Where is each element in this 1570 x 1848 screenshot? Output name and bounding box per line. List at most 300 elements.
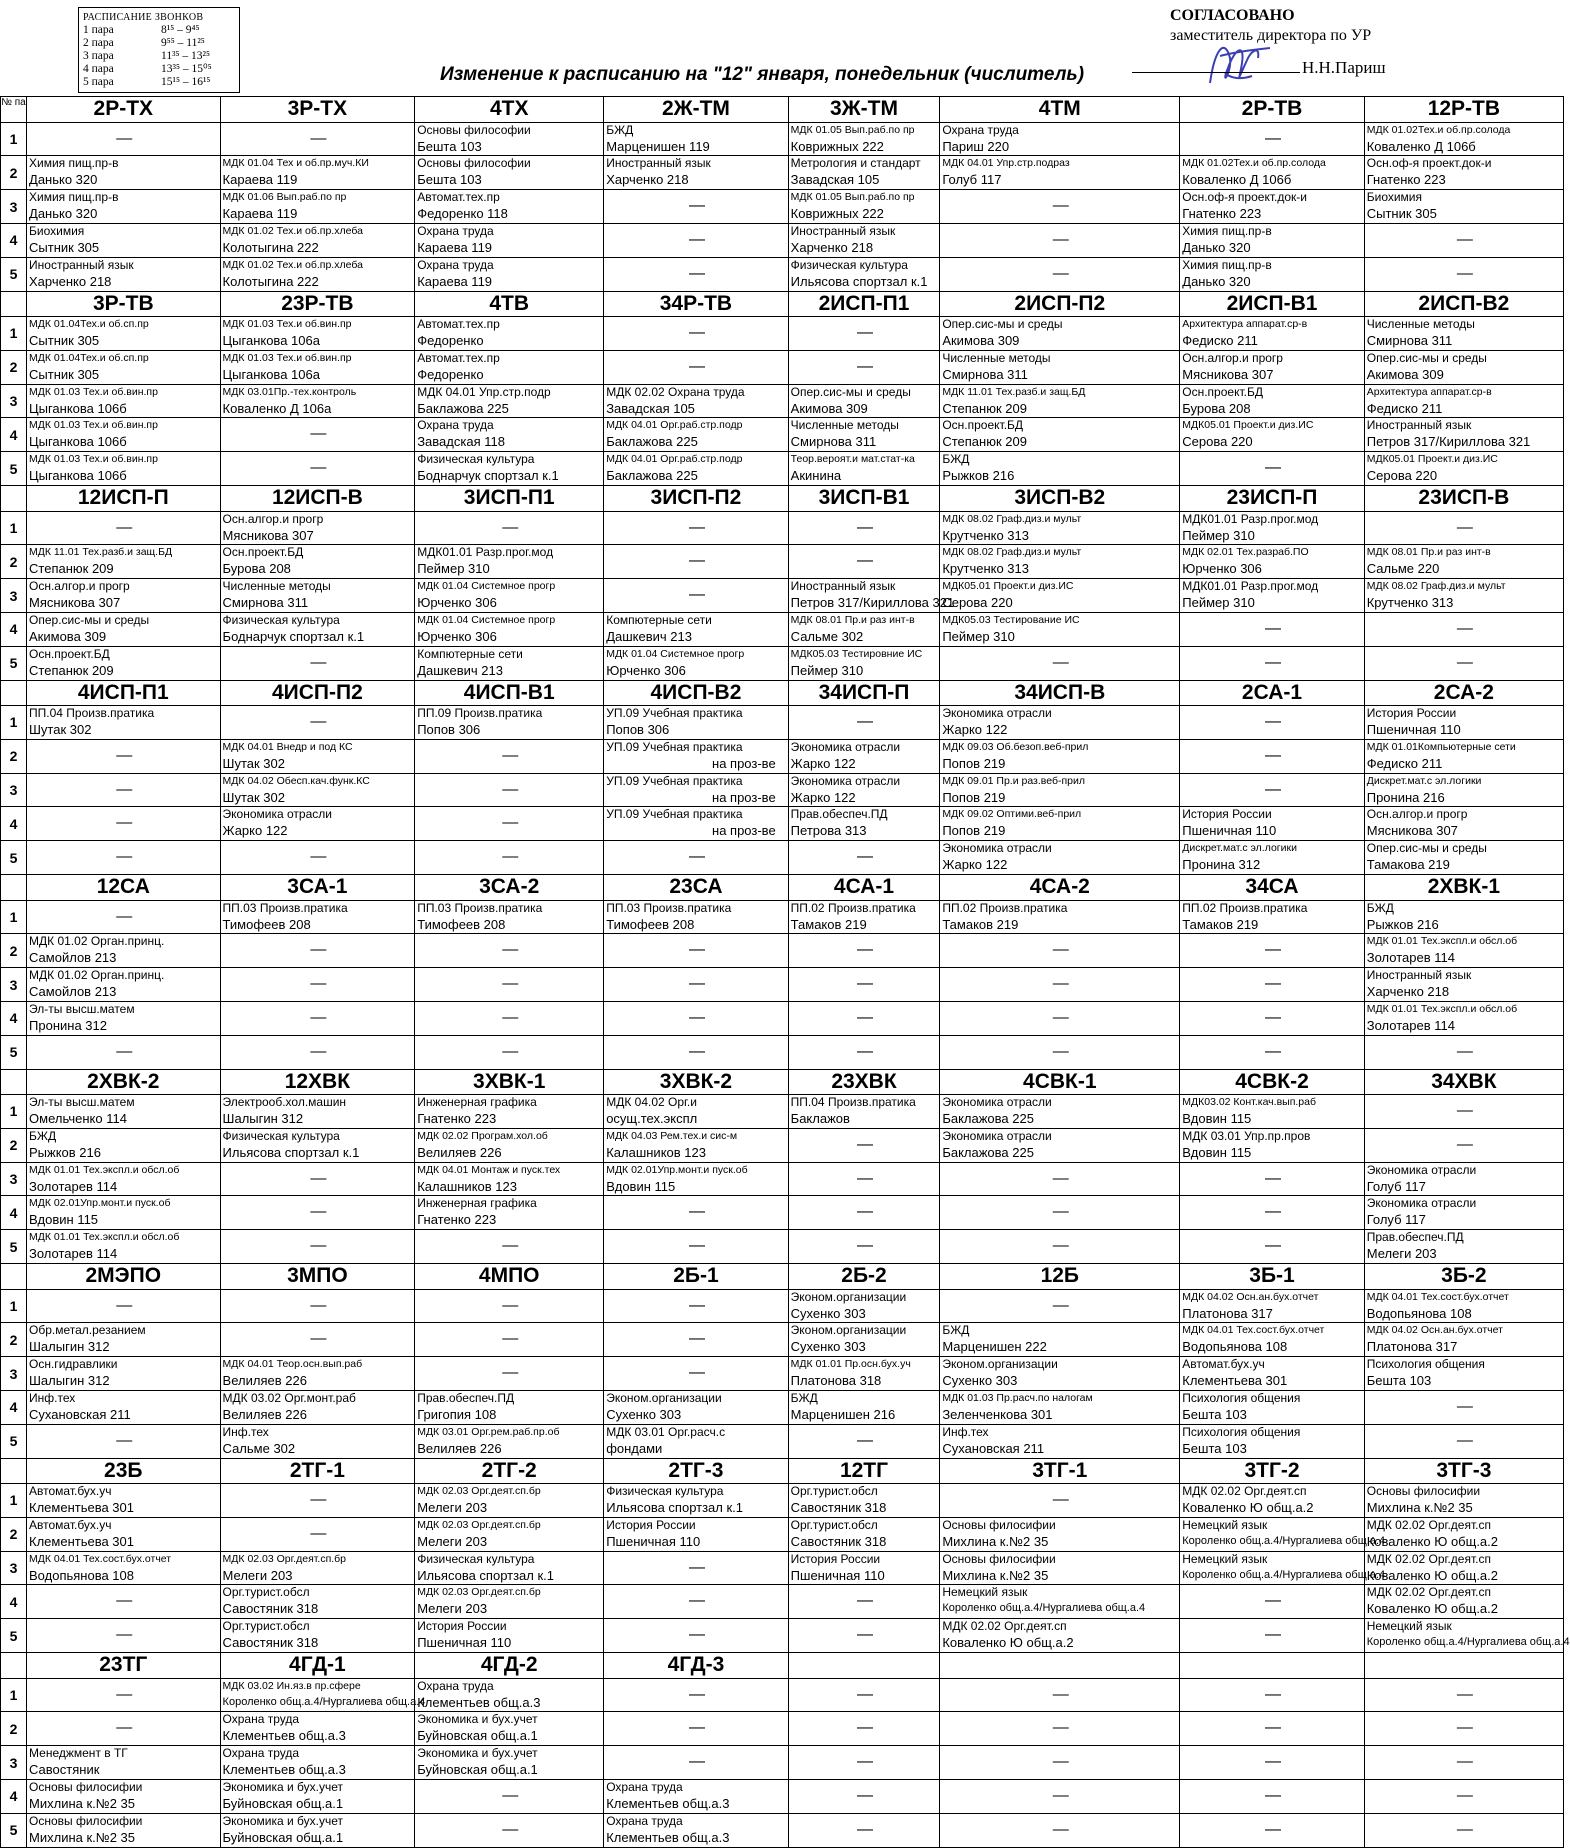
lesson-teacher-room: Мелеги 203	[417, 1601, 488, 1617]
lesson-cell	[788, 190, 940, 224]
lesson-cell	[415, 1035, 604, 1069]
no-lesson-mark: —	[1052, 264, 1069, 282]
lesson-subject: Архитектура аппарат.ср-в	[1366, 385, 1492, 398]
lesson-cell	[415, 841, 604, 875]
lesson-subject: МДК 01.03 Пр.расч.по налогам	[942, 1391, 1093, 1404]
lesson-cell	[415, 706, 604, 740]
no-lesson-mark: —	[688, 1008, 705, 1026]
lesson-subject: История России	[1182, 807, 1272, 822]
lesson-cell	[788, 579, 955, 613]
no-lesson-mark: —	[688, 230, 705, 248]
bell-pair-time: 15¹⁵ – 16¹⁵	[161, 76, 211, 88]
lesson-teacher-room: Смирнова 311	[222, 595, 309, 611]
lesson-cell	[27, 1424, 221, 1458]
pair-row	[1, 1517, 1564, 1551]
lesson-subject: МДК 01.06 Вып.раб.по пр	[222, 191, 347, 204]
lesson-teacher-room: Завадская 105	[790, 172, 880, 188]
lesson-teacher-room: Мясникова 307	[1366, 823, 1458, 839]
bell-schedule-title: РАСПИСАНИЕ ЗВОНКОВ	[83, 12, 204, 23]
pair-number-header	[1, 1653, 27, 1679]
group-name: 4ТМ	[940, 97, 1180, 123]
lesson-cell	[1364, 1001, 1563, 1035]
lesson-cell	[415, 612, 604, 646]
lesson-teacher-room: Тимофеев 208	[222, 916, 311, 932]
lesson-subject: МДК 02.02 Орг.деят.сп	[942, 1619, 1067, 1634]
lesson-subject: МДК 01.03 Тех.и об.вин.пр	[29, 385, 158, 398]
lesson-cell	[415, 1746, 604, 1780]
lesson-teacher-room: Сытник 305	[29, 333, 100, 349]
pair-number: 3	[1, 1746, 27, 1780]
lesson-teacher-room: Гнатенко 223	[1182, 206, 1262, 222]
no-lesson-mark: —	[116, 1592, 133, 1610]
lesson-cell	[604, 1712, 788, 1746]
group-name: 4МПО	[415, 1264, 604, 1290]
pair-number: 2	[1, 1323, 27, 1357]
lesson-teacher-room: Тамакова 219	[1366, 857, 1450, 873]
bell-pair-label: 4 пара	[83, 63, 114, 75]
lesson-cell	[27, 223, 221, 257]
no-lesson-mark: —	[310, 713, 327, 731]
lesson-teacher-room: Михлина к.№2 35	[942, 1533, 1049, 1549]
lesson-subject: МДК 08.02 Граф.диз.и мульт	[942, 512, 1082, 525]
lesson-teacher-room: Коврижных 222	[790, 138, 884, 154]
lesson-subject: Физическая культура	[417, 452, 535, 467]
lesson-cell	[220, 1746, 415, 1780]
lesson-cell	[940, 257, 1180, 291]
lesson-cell	[27, 122, 221, 156]
lesson-teacher-room: Завадская 118	[417, 434, 505, 450]
lesson-cell	[940, 1813, 1180, 1847]
lesson-cell	[415, 1230, 604, 1264]
no-lesson-mark: —	[116, 1719, 133, 1737]
lesson-cell	[1180, 350, 1364, 384]
group-name: 34СА	[1180, 875, 1364, 901]
pair-number: 5	[1, 646, 27, 680]
no-lesson-mark: —	[1052, 1296, 1069, 1314]
lesson-cell	[220, 190, 415, 224]
lesson-teacher-room: Сухенко 303	[942, 1373, 1018, 1389]
lesson-subject: МДК 02.02 Орг.деят.сп	[1366, 1551, 1491, 1566]
pair-row	[1, 1162, 1564, 1196]
lesson-cell	[604, 1162, 788, 1196]
lesson-cell	[415, 511, 604, 545]
lesson-cell	[940, 807, 1180, 841]
lesson-cell	[1180, 317, 1364, 351]
group-header-row	[1, 486, 1564, 512]
no-lesson-mark: —	[310, 1237, 327, 1255]
lesson-teacher-room: Сытник 305	[29, 366, 100, 382]
no-lesson-mark: —	[857, 552, 873, 570]
lesson-teacher-room: Бешта 103	[1182, 1440, 1247, 1456]
lesson-subject: Экономика отрасли	[1366, 1162, 1477, 1177]
lesson-cell	[604, 545, 788, 579]
lesson-subject: Экономика отрасли	[790, 739, 901, 754]
lesson-subject: МДК 01.03 Тех.и об.вин.пр	[29, 419, 158, 432]
lesson-teacher-room: Пшеничная 110	[1182, 823, 1277, 839]
no-lesson-mark: —	[1052, 1042, 1069, 1060]
lesson-subject: МДК 03.01 Упр.пр.пров	[1182, 1128, 1311, 1143]
no-lesson-mark: —	[1052, 1685, 1069, 1703]
lesson-cell	[27, 452, 221, 486]
no-lesson-mark: —	[857, 1431, 873, 1449]
lesson-cell	[1180, 1035, 1364, 1069]
lesson-cell	[940, 384, 1180, 418]
group-name: 23ХВК	[788, 1069, 940, 1095]
lesson-cell	[1180, 1585, 1364, 1619]
no-lesson-mark: —	[310, 1203, 327, 1221]
no-lesson-mark: —	[857, 1626, 873, 1644]
lesson-teacher-room: Сухановская 211	[942, 1440, 1045, 1456]
lesson-subject: Осн.оф-я проект.док-и	[1366, 156, 1492, 171]
lesson-cell	[415, 807, 604, 841]
lesson-cell	[220, 1484, 415, 1518]
lesson-subject: МДК 03.01Пр.-тех.контроль	[222, 385, 357, 398]
lesson-subject: Химия пищ.пр-в	[1182, 257, 1272, 272]
lesson-cell	[940, 1323, 1180, 1357]
lesson-subject: Обр.метал.резанием	[29, 1323, 146, 1338]
lesson-subject: Автомат.тех.пр	[417, 350, 500, 365]
lesson-cell	[1364, 1357, 1563, 1391]
lesson-cell	[1364, 384, 1563, 418]
pair-number-header	[1, 1458, 27, 1484]
lesson-cell	[788, 1551, 940, 1585]
no-lesson-mark: —	[1265, 975, 1281, 993]
lesson-cell	[1364, 841, 1563, 875]
no-lesson-mark: —	[1456, 1431, 1473, 1449]
lesson-subject: Эл-ты высш.матем	[29, 1095, 135, 1110]
lesson-cell	[604, 1095, 788, 1129]
lesson-subject: Осн.оф-я проект.док-и	[1182, 190, 1307, 205]
lesson-teacher-room: Боднарчук спортзал к.1	[417, 468, 559, 484]
lesson-cell	[604, 1035, 788, 1069]
lesson-cell	[27, 579, 221, 613]
lesson-cell	[27, 1517, 221, 1551]
lesson-cell	[27, 1095, 221, 1129]
lesson-cell	[27, 1678, 221, 1712]
lesson-cell	[1180, 900, 1364, 934]
lesson-cell	[1364, 739, 1563, 773]
no-lesson-mark: —	[857, 975, 873, 993]
lesson-cell	[604, 122, 788, 156]
bell-pair-time: 9⁵⁵ – 11²⁵	[161, 37, 205, 49]
lesson-teacher-room: Караева 119	[222, 206, 298, 222]
lesson-subject: Основы философии	[417, 156, 531, 171]
group-name: 2ИСП-В1	[1180, 291, 1364, 317]
group-name: 2ТГ-1	[220, 1458, 415, 1484]
lesson-teacher-room: Попов 219	[942, 789, 1006, 805]
lesson-subject: МДК 04.01 Тех.сост.бух.отчет	[1366, 1290, 1509, 1303]
lesson-subject: Автомат.бух.уч	[1182, 1357, 1265, 1372]
no-lesson-mark: —	[1265, 1042, 1281, 1060]
lesson-cell	[220, 841, 415, 875]
lesson-teacher-room: Пеймер 310	[1182, 595, 1255, 611]
lesson-subject: МДК 01.03 Тех.и об.вин.пр	[222, 351, 352, 364]
lesson-subject: Иностранный язык	[790, 579, 896, 594]
pair-number: 1	[1, 900, 27, 934]
lesson-subject: Охрана труда	[942, 122, 1019, 137]
lesson-subject: ПП.04 Произв.пратика	[790, 1095, 916, 1110]
lesson-cell	[220, 646, 415, 680]
no-lesson-mark: —	[502, 1330, 519, 1348]
lesson-teacher-room: Цыганкова 106б	[29, 468, 127, 484]
lesson-cell	[27, 350, 221, 384]
lesson-teacher-room: Петров 317/Кириллова 321	[1366, 434, 1531, 450]
lesson-teacher-room: Смирнова 311	[1366, 333, 1453, 349]
no-lesson-mark: —	[857, 1042, 873, 1060]
no-lesson-mark: —	[688, 1753, 705, 1771]
lesson-teacher-room: Бешта 103	[417, 172, 482, 188]
lesson-cell	[940, 1517, 1180, 1551]
bell-row	[83, 76, 235, 89]
approval-name: Н.Н.Париш	[1302, 58, 1386, 77]
lesson-subject: Автомат.тех.пр	[417, 190, 500, 205]
lesson-subject: МДК 01.01 Тех.экспл.и обсл.об	[1366, 935, 1518, 948]
lesson-cell	[940, 1035, 1180, 1069]
lesson-teacher-room: Сухенко 303	[790, 1339, 866, 1355]
pair-row	[1, 579, 1564, 613]
no-lesson-mark: —	[1265, 1169, 1281, 1187]
no-lesson-mark: —	[1456, 1753, 1473, 1771]
lesson-teacher-room: Савостяник	[29, 1762, 100, 1778]
lesson-subject: История России	[790, 1551, 881, 1566]
pair-number: 2	[1, 1517, 27, 1551]
lesson-cell	[604, 1390, 788, 1424]
pair-row	[1, 1128, 1564, 1162]
group-name: 12ТГ	[788, 1458, 940, 1484]
group-name: 3Б-2	[1364, 1264, 1563, 1290]
pair-row	[1, 1712, 1564, 1746]
lesson-teacher-room: Баклажова 225	[606, 434, 698, 450]
lesson-teacher-room: Сытник 305	[1366, 206, 1437, 222]
lesson-cell	[27, 1484, 221, 1518]
pair-number: 3	[1, 1551, 27, 1585]
group-header-row	[1, 1264, 1564, 1290]
lesson-cell	[604, 223, 788, 257]
lesson-subject: МДК 01.01Компьютерные сети	[1366, 740, 1516, 753]
lesson-teacher-room: Тимофеев 208	[606, 916, 695, 932]
pair-row	[1, 1746, 1564, 1780]
lesson-cell	[1180, 1551, 1386, 1585]
lesson-teacher-room: Велиляев 226	[417, 1144, 502, 1160]
lesson-cell	[940, 934, 1180, 968]
no-lesson-mark: —	[688, 552, 705, 570]
pair-number: 2	[1, 545, 27, 579]
lesson-cell	[27, 1357, 221, 1391]
lesson-teacher-room: Сальме 220	[1366, 561, 1440, 577]
lesson-subject: МДК01.01 Разр.прог.мод	[417, 545, 554, 560]
lesson-cell	[788, 350, 940, 384]
group-name: 12ИСП-П	[27, 486, 221, 512]
no-lesson-mark: —	[1456, 1786, 1473, 1804]
pair-row	[1, 452, 1564, 486]
lesson-cell	[604, 900, 788, 934]
lesson-cell	[415, 384, 604, 418]
lesson-teacher-room: Пшеничная 110	[606, 1533, 701, 1549]
no-lesson-mark: —	[688, 975, 705, 993]
pair-row	[1, 223, 1564, 257]
lesson-cell	[415, 1779, 604, 1813]
pair-row	[1, 1779, 1564, 1813]
lesson-cell	[604, 1424, 788, 1458]
lesson-teacher-room: Мясникова 307	[1182, 366, 1274, 382]
lesson-cell	[415, 1585, 604, 1619]
group-name: 12Р-ТВ	[1364, 97, 1563, 123]
lesson-subject: МДК05.01 Проект.и диз.ИС	[1182, 419, 1314, 432]
lesson-subject: Охрана труда	[606, 1813, 683, 1828]
lesson-cell	[27, 1128, 221, 1162]
lesson-cell	[1180, 579, 1364, 613]
lesson-subject: МДК 02.03 Орг.деят.сп.бр	[417, 1485, 541, 1498]
lesson-cell	[27, 1162, 221, 1196]
no-lesson-mark: —	[1456, 619, 1473, 637]
lesson-teacher-room: Баклажова 225	[942, 1111, 1034, 1127]
no-lesson-mark: —	[310, 1524, 327, 1542]
lesson-subject: Охрана труда	[606, 1779, 683, 1794]
lesson-teacher-room: Бурова 208	[1182, 400, 1251, 416]
lesson-subject: Немецкий язык	[942, 1585, 1028, 1600]
pair-number: 4	[1, 1779, 27, 1813]
lesson-cell	[788, 384, 940, 418]
lesson-cell	[1180, 1712, 1364, 1746]
lesson-teacher-room: Колотыгина 222	[222, 239, 319, 255]
lesson-teacher-room: Голуб 117	[942, 172, 1002, 188]
lesson-teacher-room: Пронина 312	[1182, 857, 1261, 873]
lesson-subject: МДК05.01 Проект.и диз.ИС	[942, 580, 1074, 593]
lesson-cell	[788, 511, 940, 545]
lesson-teacher-room: Гнатенко 223	[1366, 172, 1446, 188]
group-name: 2Р-ТВ	[1180, 97, 1364, 123]
lesson-cell	[1180, 156, 1364, 190]
no-lesson-mark: —	[688, 518, 705, 536]
lesson-cell	[220, 1035, 415, 1069]
no-lesson-mark: —	[502, 941, 519, 959]
lesson-teacher-room: Данько 320	[29, 206, 98, 222]
lesson-cell	[1180, 773, 1364, 807]
pair-row	[1, 511, 1564, 545]
lesson-cell	[940, 190, 1180, 224]
lesson-subject: МДК 03.01 Орг.рем.раб.пр.об	[417, 1425, 560, 1438]
lesson-teacher-room: Тамаков 219	[942, 916, 1019, 932]
lesson-subject: МДК 03.02 Орг.монт.раб	[222, 1390, 356, 1405]
lesson-cell	[604, 1813, 788, 1847]
lesson-cell	[27, 841, 221, 875]
lesson-cell	[1180, 122, 1364, 156]
lesson-cell	[1364, 773, 1563, 807]
group-name: 3Ж-ТМ	[788, 97, 940, 123]
lesson-cell	[788, 1323, 940, 1357]
lesson-teacher-room: Вдовин 115	[29, 1212, 99, 1228]
no-lesson-mark: —	[310, 653, 327, 671]
lesson-cell	[1180, 968, 1364, 1002]
lesson-subject: МДК 01.04Тех.и об.сп.пр	[29, 318, 149, 331]
lesson-cell	[1180, 190, 1364, 224]
lesson-teacher-room: Самойлов 213	[29, 950, 117, 966]
lesson-cell	[788, 257, 940, 291]
no-lesson-mark: —	[857, 1237, 873, 1255]
lesson-cell	[1364, 1230, 1563, 1264]
no-lesson-mark: —	[502, 848, 519, 866]
lesson-cell	[788, 612, 940, 646]
no-lesson-mark: —	[116, 746, 133, 764]
lesson-cell	[220, 452, 415, 486]
group-name: 3ИСП-П2	[604, 486, 788, 512]
lesson-cell	[1180, 1323, 1364, 1357]
lesson-cell	[940, 1095, 1180, 1129]
lesson-cell	[1364, 1095, 1563, 1129]
lesson-cell	[940, 1779, 1180, 1813]
lesson-teacher-room: Данько 320	[29, 172, 98, 188]
group-name: 3ТГ-2	[1180, 1458, 1364, 1484]
group-name: 3СА-1	[220, 875, 415, 901]
lesson-teacher-room: Жарко 122	[942, 722, 1008, 738]
bell-pair-time: 8¹⁵ – 9⁴⁵	[161, 24, 200, 36]
lesson-subject: Инф.тех	[29, 1390, 76, 1405]
lesson-teacher-room: Сальме 302	[790, 628, 864, 644]
lesson-teacher-room: Бешта 103	[1366, 1373, 1432, 1389]
lesson-cell	[940, 706, 1180, 740]
lesson-subject: МДК 04.01 Тех.сост.бух.отчет	[29, 1552, 172, 1565]
bell-row	[83, 50, 235, 63]
group-name: 23Б	[27, 1458, 221, 1484]
pair-number: 4	[1, 612, 27, 646]
lesson-subject: Осн.гидравлики	[29, 1357, 118, 1372]
lesson-teacher-room: Калашников 123	[417, 1178, 517, 1194]
lesson-subject: УП.09 Учебная практика	[606, 773, 743, 788]
group-name: 34ИСП-В	[940, 680, 1180, 706]
lesson-teacher-room: Шутак 302	[222, 789, 285, 805]
lesson-teacher-room: Коваленко Ю общ.а.2	[942, 1635, 1074, 1651]
lesson-cell	[415, 1678, 604, 1712]
lesson-subject: МДК 01.01 Тех.экспл.и обсл.об	[29, 1163, 180, 1176]
pair-number: 3	[1, 1357, 27, 1391]
lesson-cell	[940, 1424, 1180, 1458]
lesson-cell	[788, 156, 940, 190]
lesson-cell	[604, 934, 788, 968]
lesson-cell	[1364, 934, 1563, 968]
no-lesson-mark: —	[857, 941, 873, 959]
lesson-cell	[1180, 418, 1364, 452]
pair-row	[1, 706, 1564, 740]
pair-number: 4	[1, 1390, 27, 1424]
group-name	[1364, 1653, 1563, 1679]
lesson-subject: МДК 08.01 Пр.и раз инт-в	[1366, 546, 1491, 559]
no-lesson-mark: —	[688, 324, 705, 342]
lesson-subject: Биохимия	[1366, 190, 1423, 205]
no-lesson-mark: —	[310, 1042, 327, 1060]
lesson-subject: Осн.проект.БД	[222, 545, 304, 560]
lesson-cell	[415, 545, 604, 579]
lesson-cell	[1364, 1779, 1563, 1813]
lesson-cell	[220, 934, 415, 968]
lesson-teacher-room: Пеймер 310	[417, 561, 490, 577]
lesson-cell	[1364, 317, 1563, 351]
lesson-subject: Дискрет.мат.с эл.логики	[1182, 842, 1297, 855]
lesson-subject: МДК 01.02Тех.и об.пр.солода	[1182, 157, 1326, 170]
lesson-teacher-room: Голуб 117	[1366, 1178, 1426, 1194]
no-lesson-mark: —	[857, 1135, 873, 1153]
lesson-teacher-room: Пронина 312	[29, 1017, 107, 1033]
lesson-teacher-room: Данько 320	[1182, 239, 1251, 255]
lesson-cell	[220, 122, 415, 156]
lesson-teacher-room: Водопьянова 108	[1366, 1305, 1472, 1321]
lesson-cell	[940, 1585, 1180, 1619]
lesson-teacher-room: Бешта 103	[1182, 1406, 1247, 1422]
lesson-cell	[27, 511, 221, 545]
lesson-cell	[788, 1095, 940, 1129]
lesson-subject: Эконом.организации	[790, 1289, 907, 1304]
lesson-subject: Осн.проект.БД	[29, 646, 110, 661]
lesson-subject: Психология общения	[1366, 1357, 1485, 1372]
